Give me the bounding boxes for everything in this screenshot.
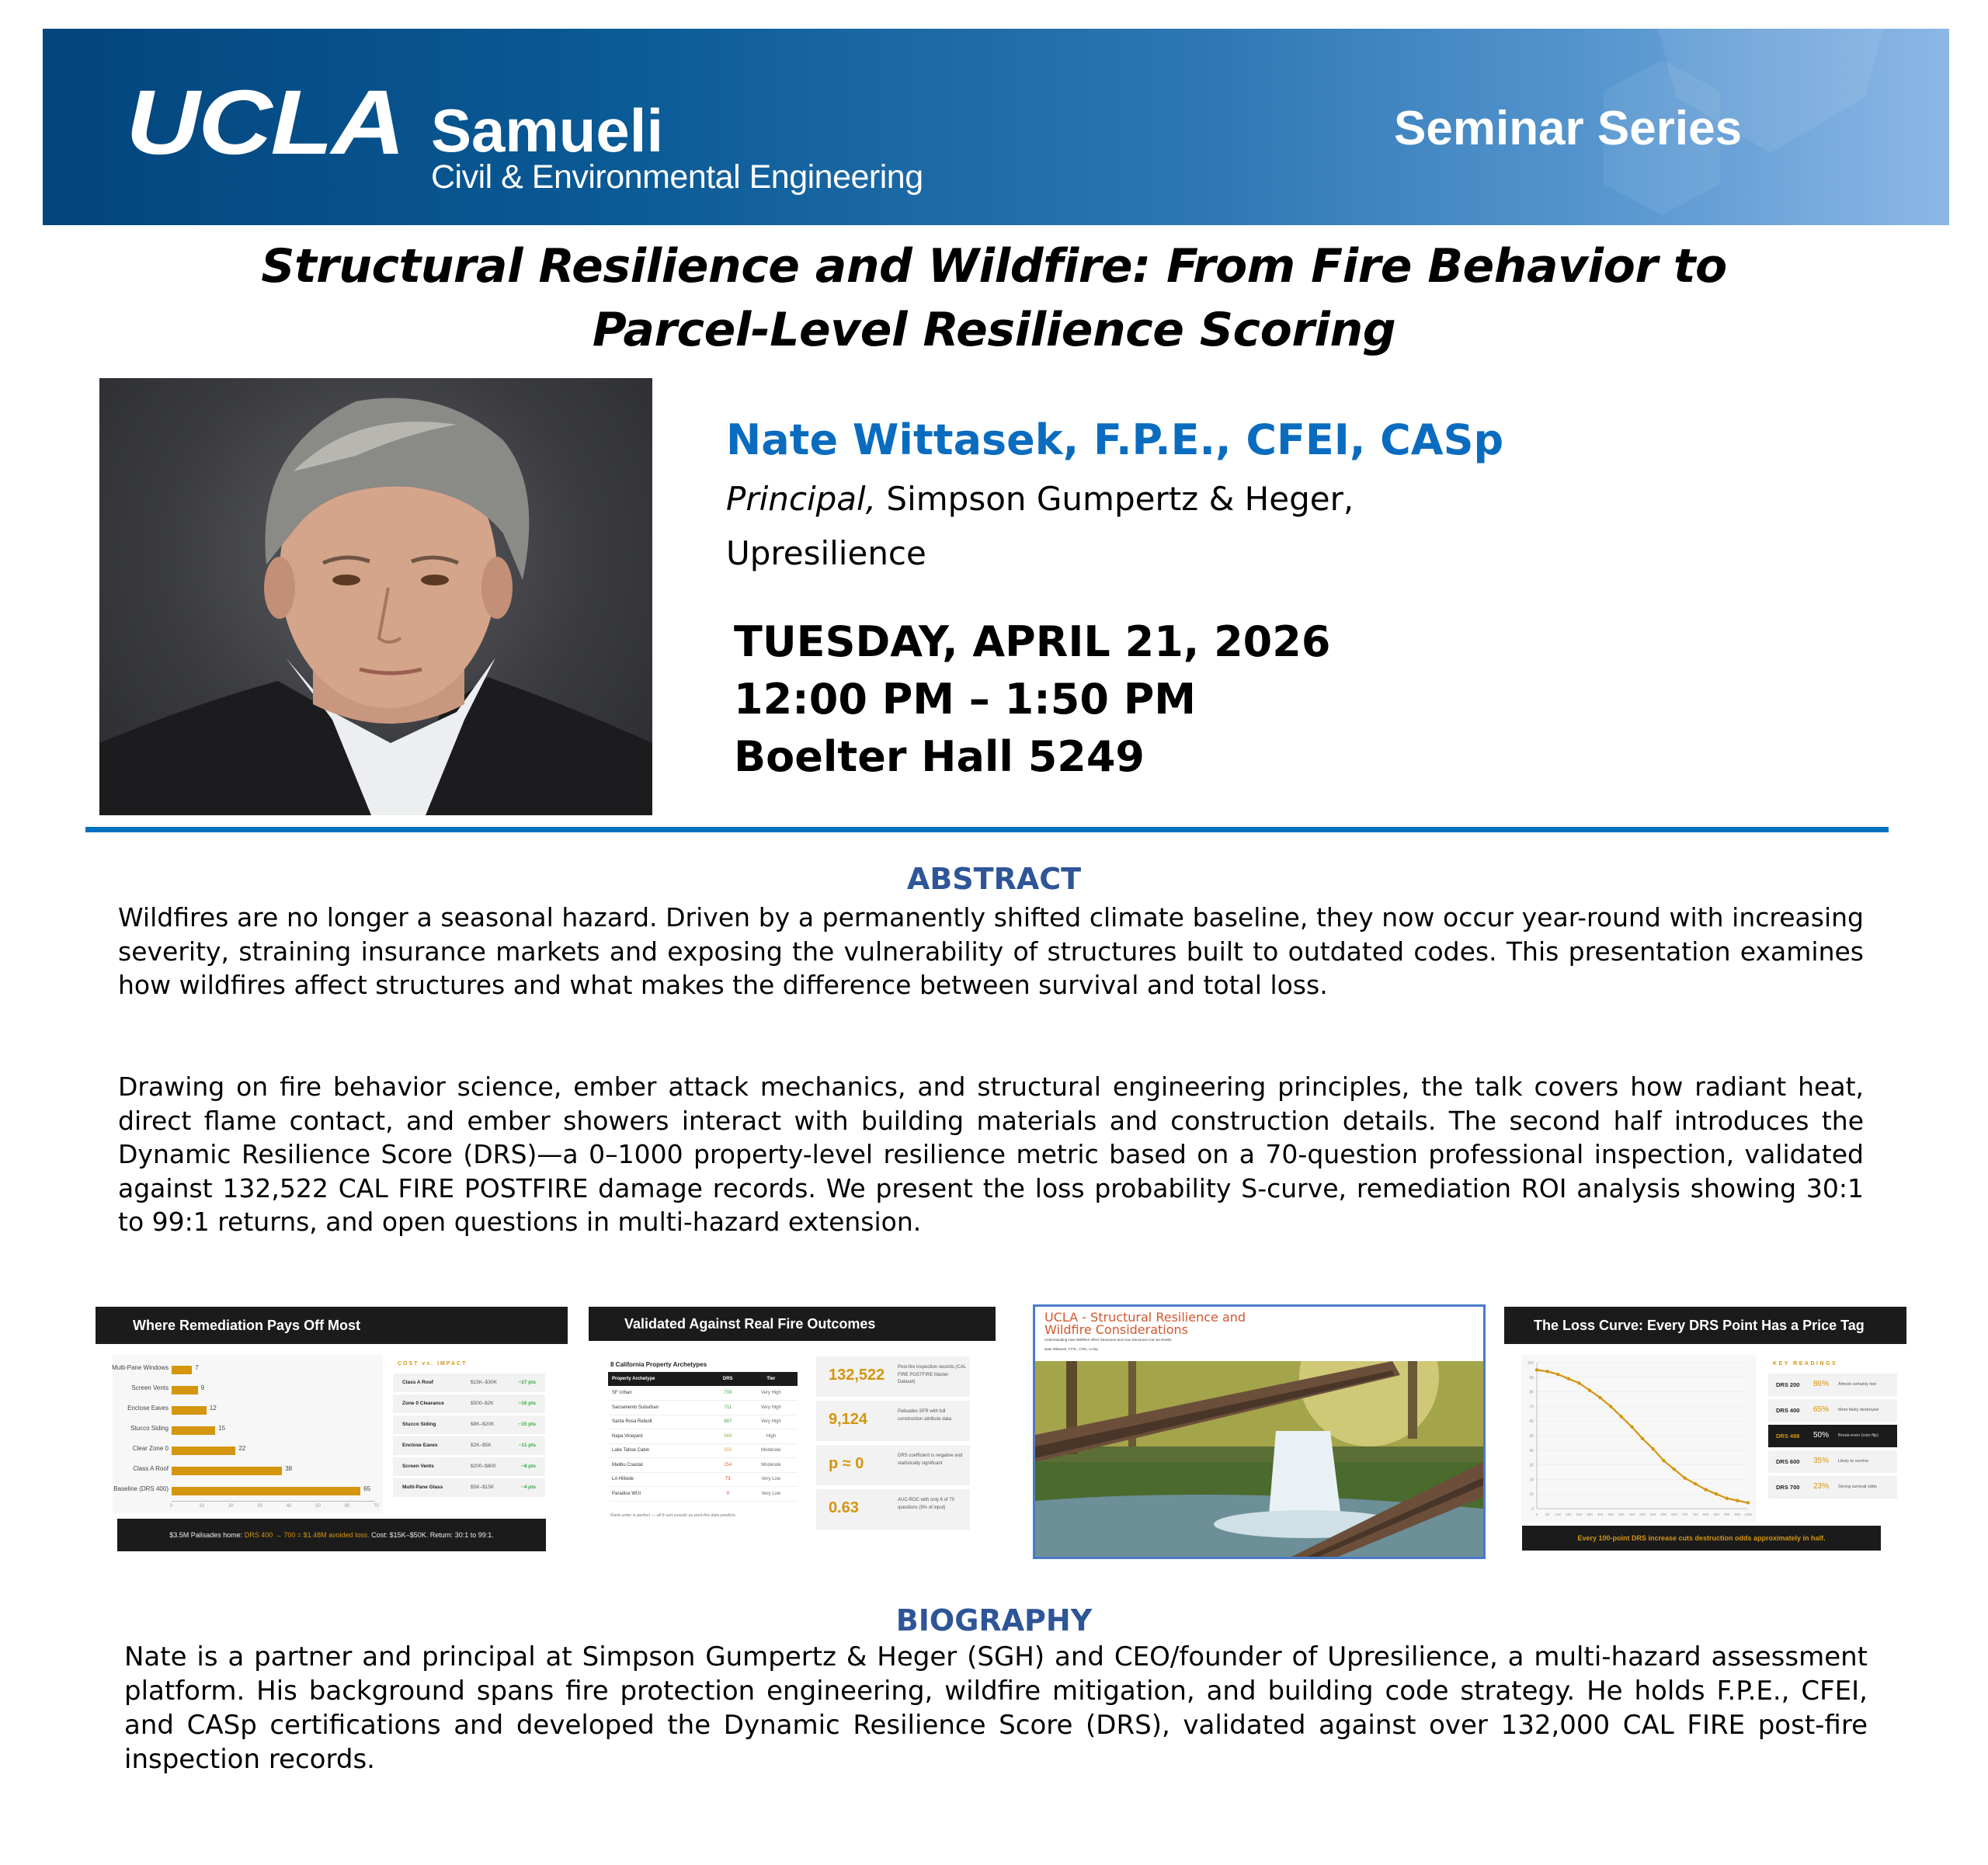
reading-drs: DRS 400: [1776, 1407, 1800, 1414]
slide-title-deck: [1033, 1304, 1486, 1559]
x-tick: 20: [228, 1504, 234, 1509]
deck-author: Nate Wittasek, F.P.E., CFEI, CASp: [1044, 1347, 1098, 1351]
stat-value: 0.63: [829, 1499, 859, 1516]
speaker-photo: [99, 378, 652, 815]
slide-validation: [589, 1307, 996, 1532]
measure-impact: −4 pts: [521, 1485, 536, 1490]
stat-card: [816, 1356, 970, 1397]
archetype-name: Sacramento Suburban: [608, 1401, 711, 1415]
reading-text: Strong survival odds: [1838, 1485, 1877, 1489]
speaker-name: Nate Wittasek, F.P.E., CFEI, CASp: [726, 415, 1504, 464]
archetype-tier: Moderate: [745, 1458, 798, 1473]
svg-text:20: 20: [1529, 1478, 1534, 1483]
svg-text:350: 350: [1607, 1512, 1614, 1516]
bar-row: [113, 1460, 383, 1481]
svg-text:90: 90: [1529, 1375, 1534, 1381]
svg-text:500: 500: [1639, 1512, 1646, 1516]
archetype-name: Malibu Coastal: [608, 1458, 711, 1473]
x-tick: 60: [344, 1504, 350, 1509]
svg-text:0: 0: [1531, 1507, 1534, 1512]
slide-loss-curve: [1504, 1307, 1906, 1555]
speaker-affiliation: [726, 472, 1658, 581]
bar-value: 9: [200, 1384, 205, 1391]
waterfall-illustration: [1035, 1361, 1483, 1557]
column-header: DRS: [711, 1372, 745, 1386]
archetype-name: Paradise WUI: [608, 1487, 711, 1502]
cost-row: [393, 1436, 545, 1455]
bar: [172, 1487, 360, 1495]
stat-card: [816, 1401, 970, 1441]
department-name: Civil & Environmental Engineering: [431, 158, 923, 196]
reading-text: Likely to survive: [1838, 1459, 1869, 1464]
bar-label: Screen Vents: [131, 1384, 169, 1391]
remediation-bar-chart: [113, 1355, 383, 1513]
table-row: [608, 1472, 798, 1487]
measure-cost: $8K–$20K: [471, 1422, 495, 1427]
section-divider: [85, 827, 1889, 832]
measure-name: Screen Vents: [402, 1464, 434, 1469]
speaker-company: Simpson Gumpertz & Heger,: [876, 480, 1354, 518]
rank-note: Rank order is perfect — all 8 sort exactly as post-fire data predicts.: [610, 1513, 737, 1518]
svg-text:40: 40: [1529, 1448, 1534, 1453]
waterfall-photo: [1035, 1361, 1483, 1557]
svg-text:900: 900: [1724, 1512, 1730, 1516]
remediation-footer: $3.5M Palisades home: DRS 400 → 700 = $1.48M avoided loss. Cost: $15K–$50K. Return: 30:1 to 99:1.: [117, 1519, 546, 1551]
measure-cost: $5K–$15K: [471, 1485, 495, 1490]
table-row: [608, 1429, 798, 1444]
bar-label: Clear Zone 0: [132, 1445, 169, 1452]
reading-percent: 50%: [1813, 1431, 1830, 1440]
bar: [172, 1426, 215, 1435]
abstract-paragraph-2: Drawing on fire behavior science, ember attack mechanics, and structural engineering principles, the talk covers how radiant heat, direct flame contact, and ember showers interact with building materials and construction details. The second half introduces the Dynamic Resilience Score (DRS)—a 0–1000 property-level resilience metric based on a 70-question professional inspection, validated against 132,522 CAL FIRE POSTFIRE damage records. We present the loss probability S-curve, remediation ROI analysis showing 30:1 to 99:1 returns, and open questions in multi-hazard extension.: [118, 1071, 1864, 1237]
abstract-paragraph-1: Wildfires are no longer a seasonal hazard. Driven by a permanently shifted climate baseline, they now occur year-round with increasing severity, straining insurance markets and exposing the vulnerability of structures built to outdated codes. This presentation examines how wildfires affect structures and what makes the difference between survival and total loss.: [118, 902, 1864, 1000]
slide-remediation: [96, 1307, 568, 1555]
measure-name: Stucco Siding: [402, 1422, 436, 1427]
archetype-tier: Very High: [745, 1386, 798, 1401]
bar: [172, 1386, 198, 1394]
measure-impact: −15 pts: [518, 1422, 536, 1427]
seminar-series-label: Seminar Series: [1394, 102, 1743, 155]
archetype-tier: Very High: [745, 1401, 798, 1415]
deck-title: UCLA - Structural Resilience and Wildfire Considerations: [1044, 1310, 1246, 1337]
measure-cost: $200–$800: [471, 1464, 496, 1469]
table-row: [608, 1401, 798, 1415]
stat-description: AUC-ROC with only 6 of 70 questions (9% of input): [898, 1498, 955, 1510]
bar-row: [113, 1380, 383, 1400]
reading-percent: 86%: [1813, 1380, 1830, 1388]
portrait-illustration: [99, 378, 652, 815]
table-row: [608, 1415, 798, 1429]
speaker-company-2: Upresilience: [726, 534, 926, 572]
key-reading-row: [1768, 1476, 1897, 1499]
key-readings-title: KEY READINGS: [1773, 1361, 1838, 1367]
stat-value: 9,124: [829, 1411, 868, 1428]
archetype-tier: Very Low: [745, 1487, 798, 1502]
table-row: [608, 1443, 798, 1458]
x-tick: 10: [199, 1504, 205, 1509]
bar-label: Multi-Pane Windows: [112, 1364, 169, 1371]
archetype-drs: 739: [711, 1386, 745, 1401]
bar-value: 7: [195, 1364, 199, 1371]
svg-text:30: 30: [1529, 1463, 1534, 1468]
archetype-tier: Very High: [745, 1415, 798, 1429]
talk-title-line1: Structural Resilience and Wildfire: From Fire Behavior to: [261, 239, 1727, 293]
svg-text:150: 150: [1566, 1512, 1572, 1516]
cost-impact-title: COST vs. IMPACT: [398, 1361, 467, 1367]
key-reading-row: [1768, 1399, 1897, 1422]
reading-text: Almost certainly lost: [1838, 1382, 1876, 1387]
stat-card: [816, 1489, 970, 1530]
archetype-drs: 697: [711, 1415, 745, 1429]
svg-text:60: 60: [1529, 1419, 1534, 1425]
archetype-name: Santa Rosa Rebuilt: [608, 1415, 711, 1429]
reading-drs: DRS 200: [1776, 1381, 1800, 1388]
key-reading-row: [1768, 1450, 1897, 1473]
bar-value: 12: [209, 1405, 217, 1412]
svg-text:750: 750: [1692, 1512, 1698, 1516]
svg-text:50: 50: [1545, 1512, 1550, 1516]
svg-text:400: 400: [1618, 1512, 1625, 1516]
bar-row: [113, 1440, 383, 1460]
svg-text:1000: 1000: [1743, 1512, 1753, 1516]
table-row: [608, 1487, 798, 1502]
bar-row: [113, 1360, 383, 1380]
reading-drs: DRS 600: [1776, 1458, 1800, 1465]
bar: [172, 1366, 192, 1374]
archetype-drs: 0: [711, 1487, 745, 1502]
table-row: [608, 1458, 798, 1473]
cost-row: [393, 1457, 545, 1476]
event-date: TUESDAY, APRIL 21, 2026: [734, 617, 1331, 666]
svg-text:80: 80: [1529, 1390, 1534, 1395]
svg-text:700: 700: [1681, 1512, 1688, 1516]
svg-text:100: 100: [1527, 1361, 1534, 1366]
speaker-role: Principal,: [726, 480, 877, 518]
reading-percent: 65%: [1813, 1405, 1830, 1414]
svg-text:10: 10: [1529, 1492, 1534, 1498]
event-location: Boelter Hall 5249: [734, 732, 1145, 781]
bar-value: 65: [363, 1485, 371, 1492]
svg-text:650: 650: [1671, 1512, 1677, 1516]
measure-impact: −16 pts: [518, 1401, 536, 1406]
talk-title-line2: Parcel-Level Resilience Scoring: [592, 303, 1396, 357]
reading-text: Break-even (coin flip): [1838, 1433, 1879, 1438]
event-time: 12:00 PM – 1:50 PM: [734, 675, 1197, 724]
samueli-logo: Samueli: [431, 96, 664, 165]
archetype-tier: Moderate: [745, 1443, 798, 1458]
cost-row: [393, 1374, 545, 1392]
measure-cost: $2K–$5K: [471, 1443, 492, 1448]
loss-curve-footer: Every 100-point DRS increase cuts destruction odds approximately in half.: [1522, 1526, 1881, 1551]
svg-text:950: 950: [1734, 1512, 1741, 1516]
archetype-tier: High: [745, 1429, 798, 1444]
svg-text:450: 450: [1628, 1512, 1635, 1516]
measure-cost: $500–$2K: [471, 1401, 494, 1406]
svg-text:250: 250: [1587, 1512, 1593, 1516]
archetype-drs: 569: [711, 1429, 745, 1444]
svg-text:600: 600: [1660, 1512, 1667, 1516]
bar-row: [113, 1400, 383, 1420]
bar-value: 38: [285, 1465, 293, 1472]
x-tick: 50: [315, 1504, 321, 1509]
bar: [172, 1467, 282, 1475]
svg-text:850: 850: [1713, 1512, 1719, 1516]
talk-title: [78, 234, 1910, 362]
key-reading-row: [1768, 1374, 1897, 1396]
cost-row: [393, 1394, 545, 1413]
slide-title: The Loss Curve: Every DRS Point Has a Price Tag: [1504, 1307, 1906, 1344]
archetype-drs: 73: [711, 1472, 745, 1487]
reading-drs: DRS 700: [1776, 1484, 1800, 1491]
loss-curve-plot: [1521, 1355, 1756, 1522]
stat-description: Post-fire inspection records (CAL FIRE POSTFIRE Master Dataset): [898, 1365, 966, 1384]
archetype-drs: 254: [711, 1458, 745, 1473]
x-tick: 70: [374, 1504, 379, 1509]
x-tick: 40: [286, 1504, 292, 1509]
stat-value: 132,522: [829, 1367, 885, 1384]
svg-text:550: 550: [1649, 1512, 1656, 1516]
bar-row: [113, 1481, 383, 1501]
loss-curve-chart: [1521, 1355, 1756, 1522]
archetype-drs: 350: [711, 1443, 745, 1458]
bar-row: [113, 1420, 383, 1440]
measure-name: Multi-Pane Glass: [402, 1485, 443, 1490]
archetype-name: Napa Vineyard: [608, 1429, 711, 1444]
bar-value: 15: [218, 1425, 226, 1432]
stat-card: [816, 1445, 970, 1485]
abstract-heading: ABSTRACT: [906, 862, 1082, 896]
reading-percent: 23%: [1813, 1482, 1830, 1491]
archetypes-subtitle: 8 California Property Archetypes: [610, 1361, 707, 1368]
stat-description: Palisades SFR with full construction attribute data: [898, 1409, 952, 1422]
x-axis: [172, 1501, 375, 1502]
archetype-name: SF Urban: [608, 1386, 711, 1401]
svg-text:200: 200: [1576, 1512, 1583, 1516]
measure-name: Class A Roof: [402, 1380, 433, 1385]
bar-value: 22: [238, 1445, 246, 1452]
column-header: Property Archetype: [608, 1372, 711, 1386]
ucla-logo: UCLA: [126, 71, 405, 174]
event-details: [734, 613, 1330, 786]
archetype-tier: Very Low: [745, 1472, 798, 1487]
biography-heading: BIOGRAPHY: [895, 1603, 1093, 1638]
bar-label: Class A Roof: [133, 1465, 169, 1472]
reading-drs: DRS 488: [1776, 1433, 1800, 1440]
reading-percent: 35%: [1813, 1457, 1830, 1465]
archetype-name: LA Hillside: [608, 1472, 711, 1487]
biography-text: Nate is a partner and principal at Simpson Gumpertz & Heger (SGH) and CEO/founder of Upresilience, a multi-hazard assessment platform. His background spans fire protection engineering, wildfire mitigation, and building code strategy. He holds F.P.E., CFEI, and CASp certifications and developed the Dynamic Resilience Score (DRS), validated against over 132,000 CAL FIRE post-fire inspection records.: [124, 1641, 1868, 1775]
svg-text:70: 70: [1529, 1405, 1534, 1410]
archetypes-table: [608, 1372, 798, 1502]
bar: [172, 1406, 207, 1415]
svg-text:300: 300: [1597, 1512, 1604, 1516]
stat-description: DRS coefficient is negative and statistically significant: [898, 1453, 963, 1466]
archetype-name: Lake Tahoe Cabin: [608, 1443, 711, 1458]
reading-text: More likely destroyed: [1838, 1408, 1879, 1412]
measure-name: Enclose Eaves: [402, 1443, 438, 1448]
measure-impact: −27 pts: [518, 1380, 536, 1385]
x-tick: 30: [257, 1504, 262, 1509]
svg-text:0: 0: [1535, 1512, 1538, 1516]
bar-label: Enclose Eaves: [127, 1405, 169, 1412]
archetype-drs: 711: [711, 1401, 745, 1415]
key-reading-row: [1768, 1425, 1897, 1447]
svg-text:800: 800: [1702, 1512, 1709, 1516]
slide-title: Where Remediation Pays Off Most: [96, 1307, 568, 1344]
deck-subtitle: Understanding How Wildfires Affect Structures and How Structures Can be Resilie: [1044, 1338, 1172, 1342]
measure-impact: −11 pts: [518, 1443, 536, 1448]
bar: [172, 1447, 235, 1455]
measure-impact: −8 pts: [521, 1464, 536, 1469]
bar-label: Stucco Siding: [130, 1425, 169, 1432]
cost-row: [393, 1478, 545, 1497]
header-banner: [43, 29, 1949, 225]
bar-label: Baseline (DRS 400): [113, 1485, 169, 1492]
measure-name: Zone 0 Clearance: [402, 1401, 444, 1406]
svg-text:50: 50: [1529, 1434, 1534, 1439]
cost-row: [393, 1415, 545, 1434]
svg-text:100: 100: [1555, 1512, 1561, 1516]
slide-title: Validated Against Real Fire Outcomes: [589, 1307, 996, 1341]
stat-value: p ≈ 0: [829, 1455, 864, 1472]
table-row: [608, 1386, 798, 1401]
measure-cost: $15K–$30K: [471, 1380, 497, 1385]
x-tick: 0: [170, 1504, 173, 1509]
column-header: Tier: [745, 1372, 798, 1386]
